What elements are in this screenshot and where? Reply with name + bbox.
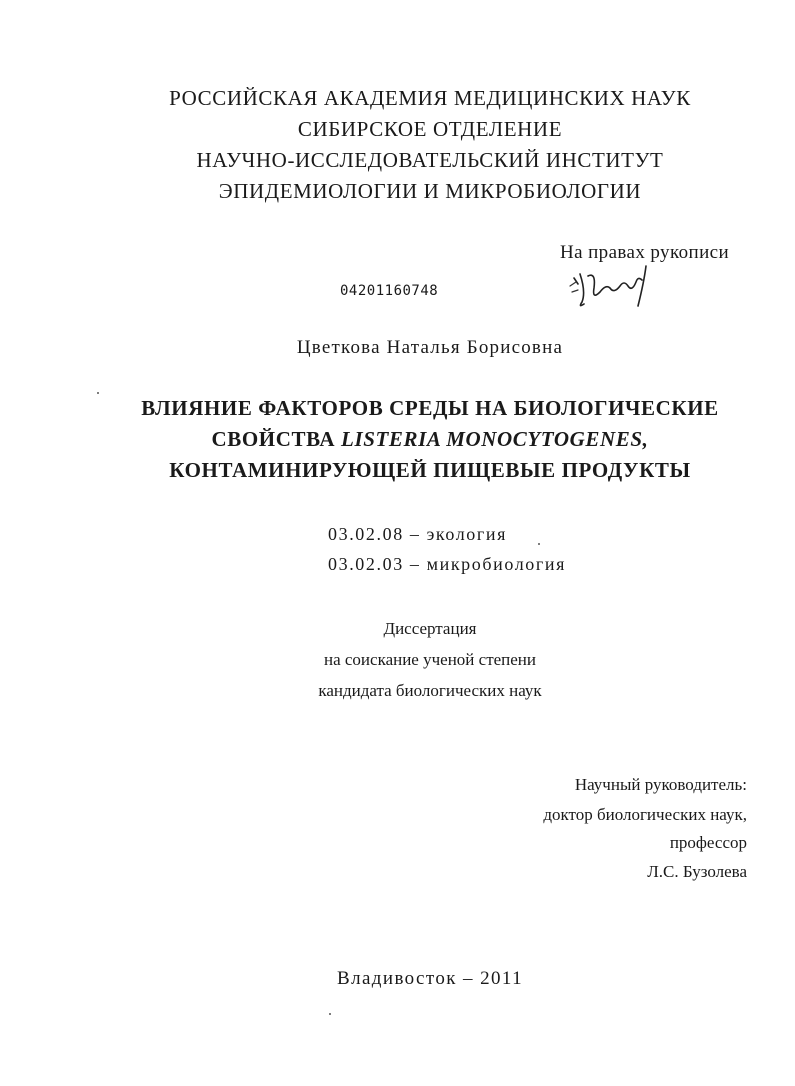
org-line-institute: НАУЧНО-ИССЛЕДОВАТЕЛЬСКИЙ ИНСТИТУТ [196, 148, 664, 172]
thesis-title-line-3: КОНТАМИНИРУЮЩЕЙ ПИЩЕВЫЕ ПРОДУКТЫ [169, 458, 691, 482]
advisor-title: профессор [669, 833, 747, 852]
org-line-branch: СИБИРСКОЕ ОТДЕЛЕНИЕ [297, 117, 563, 141]
thesis-title-line-2 [0, 427, 795, 452]
specialty-microbiology: 03.02.03 – микробиология [328, 554, 566, 574]
handwritten-signature [566, 262, 676, 312]
specialty-ecology: 03.02.08 – экология [328, 524, 507, 544]
org-line-academy: РОССИЙСКАЯ АКАДЕМИЯ МЕДИЦИНСКИХ НАУК [169, 86, 691, 110]
catalog-number: 04201160748 [340, 283, 439, 299]
degree-name: кандидата биологических наук [318, 681, 542, 700]
org-line-field: ЭПИДЕМИОЛОГИИ И МИКРОБИОЛОГИИ [218, 179, 642, 203]
advisor-degree: доктор биологических наук, [543, 805, 747, 824]
city-year: Владивосток – 2011 [337, 968, 523, 989]
manuscript-rights-note: На правах рукописи [560, 242, 730, 263]
scan-speck [538, 543, 540, 545]
dissertation-label: Диссертация [383, 619, 477, 638]
advisor-label: Научный руководитель: [574, 775, 747, 794]
scan-speck [97, 392, 99, 394]
author-name: Цветкова Наталья Борисовна [296, 337, 564, 358]
advisor-name: Л.С. Бузолева [647, 862, 747, 881]
thesis-title-line-1: ВЛИЯНИЕ ФАКТОРОВ СРЕДЫ НА БИОЛОГИЧЕСКИЕ [141, 396, 719, 420]
thesis-title-prefix: СВОЙСТВА [211, 427, 342, 451]
scan-speck [329, 1013, 331, 1015]
degree-purpose: на соискание ученой степени [323, 650, 537, 669]
thesis-title-species: LISTERIA MONOCYTOGENES, [341, 427, 649, 451]
